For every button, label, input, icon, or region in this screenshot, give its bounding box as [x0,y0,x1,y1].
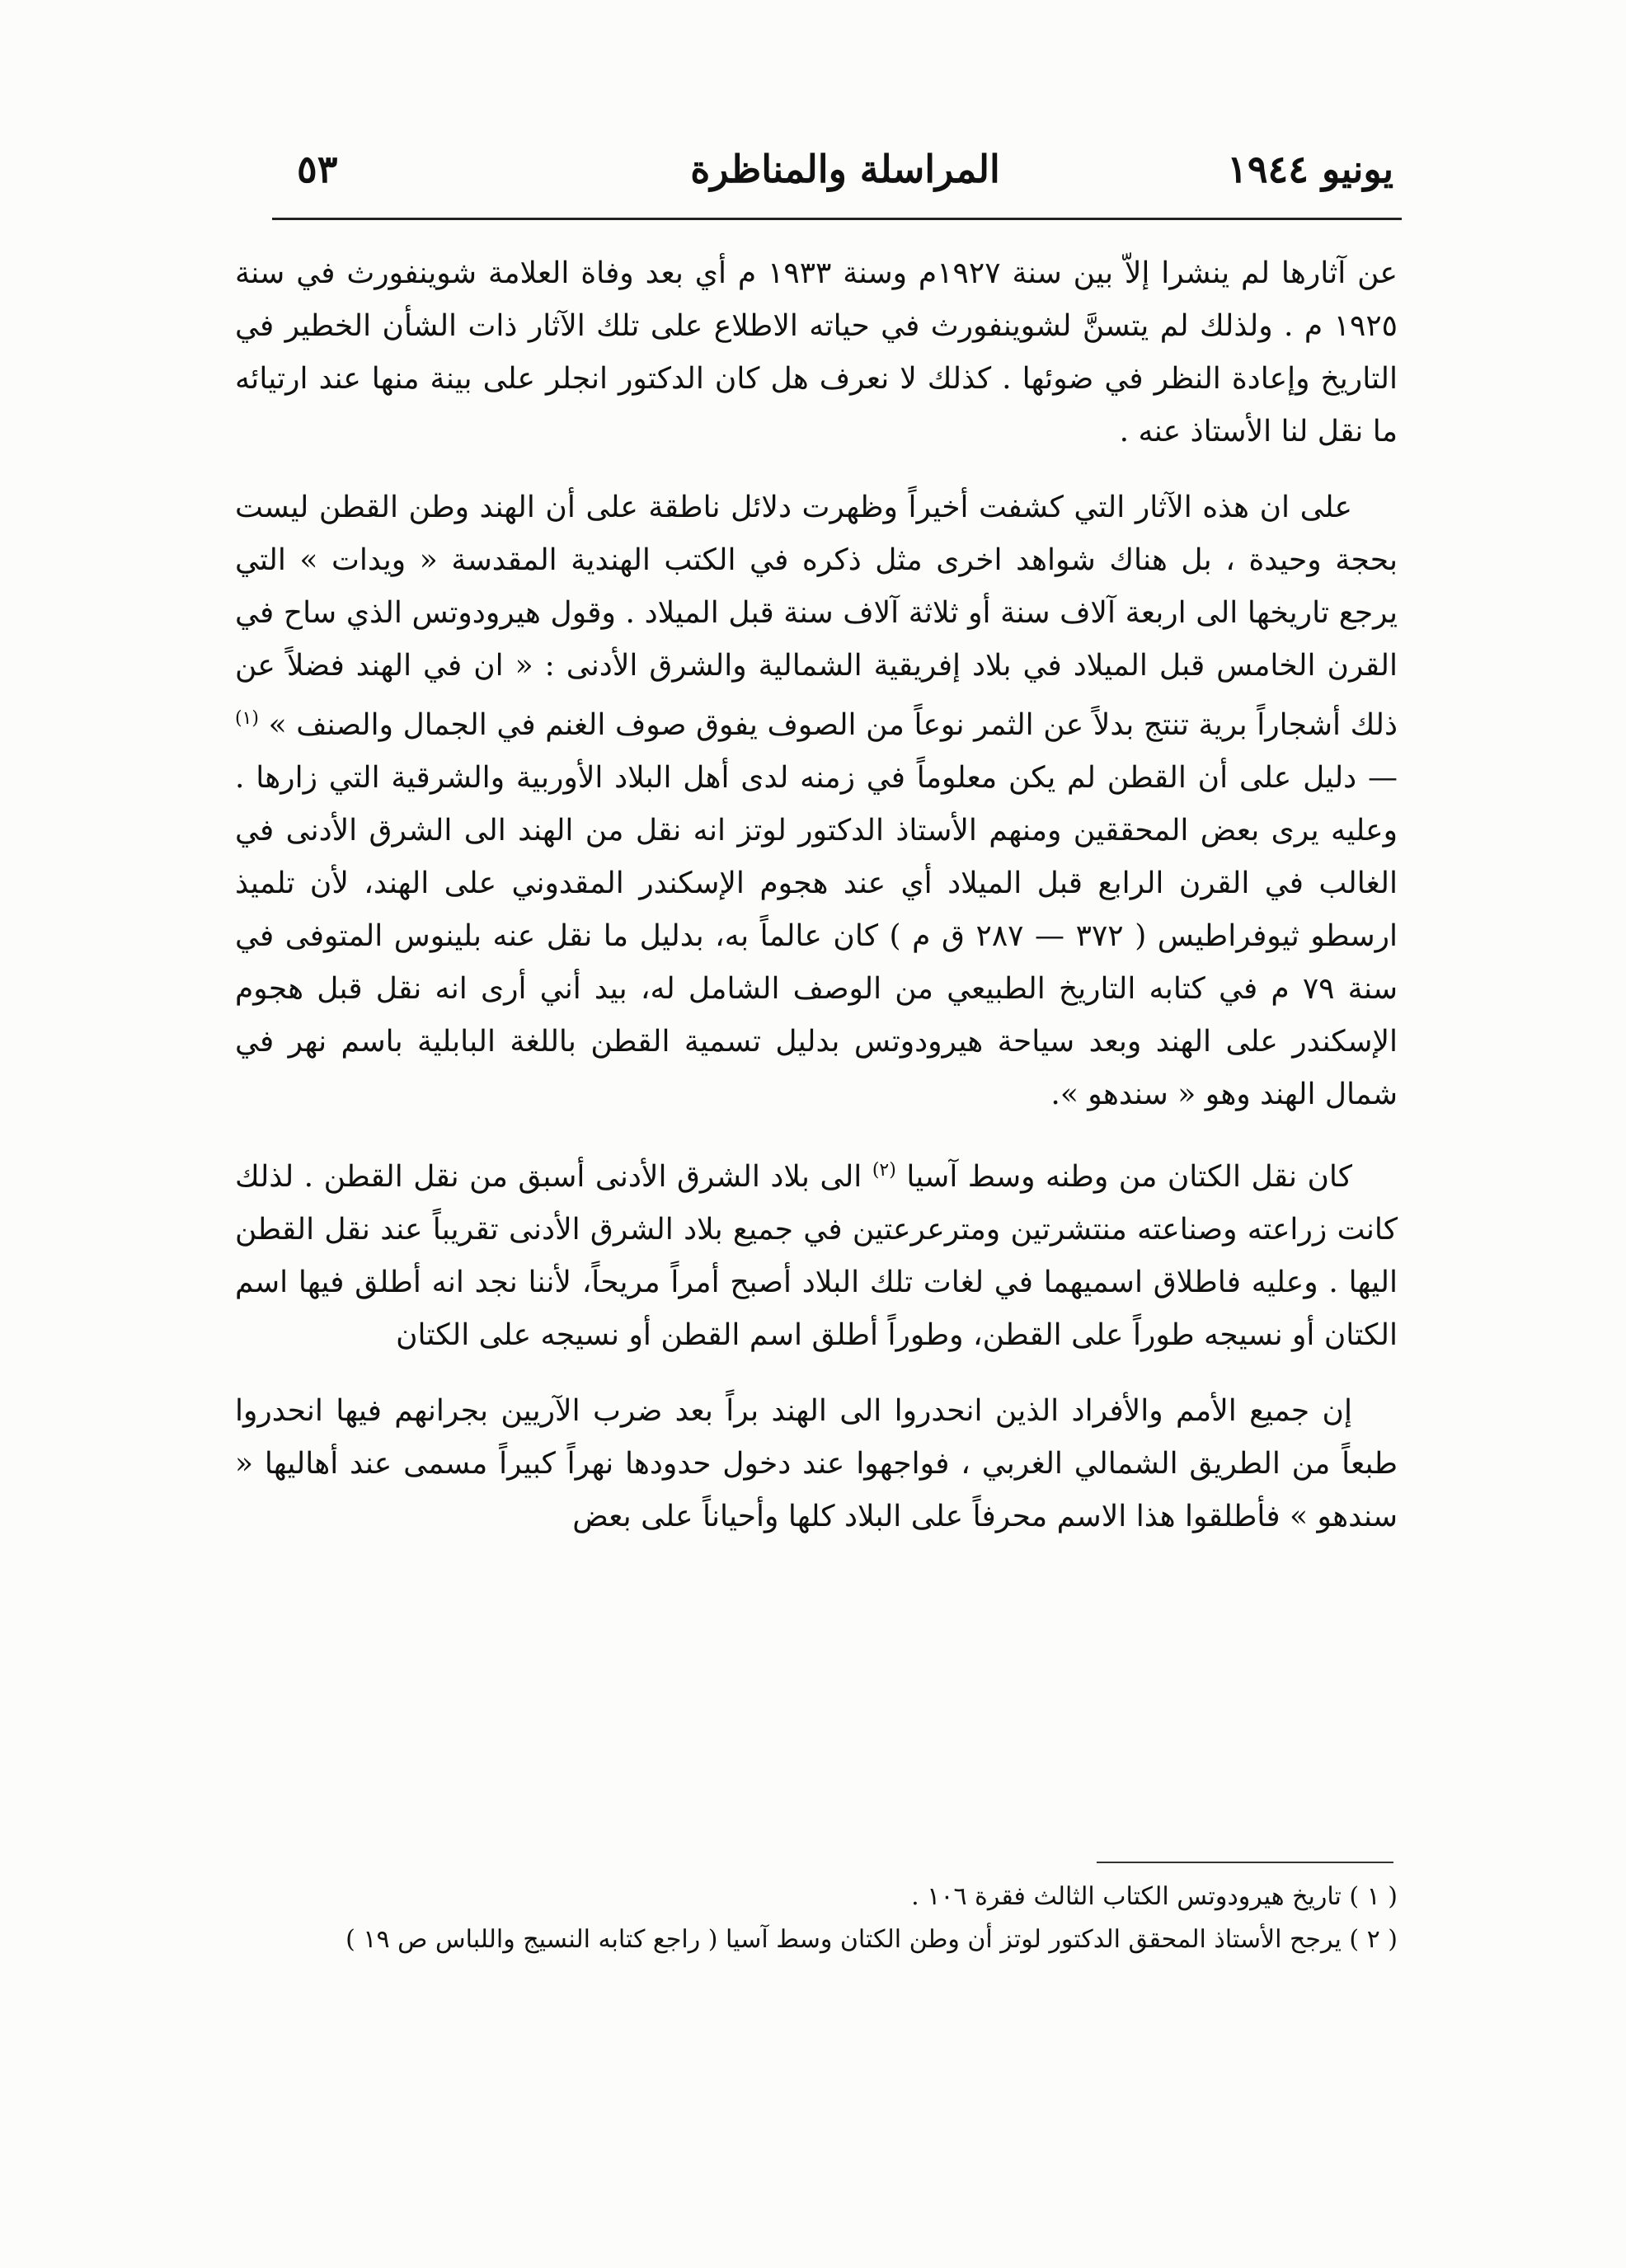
page-number: ٥٣ [297,147,338,191]
header-date: يونيو ١٩٤٤ [1227,147,1393,191]
footnotes [235,1876,1398,1961]
footnote-1: ( ١ ) تاريخ هيرودوتس الكتاب الثالث فقرة ١٠٦ . [911,1882,1398,1911]
paragraph-3 [235,1144,1398,1362]
paragraph-2-part-1: على ان هذه الآثار التي كشفت أخيراً وظهرت دلائل ناطقة على أن الهند وطن القطن ليست بحجة وحيدة ، بل هناك شواهد اخرى مثل ذكره في الكتب الهندية المقدسة « ويدات » التي يرجع تاريخها الى اربعة آلاف سنة أو ثلاثة آلاف سنة قبل الميلاد . وقول هيرودوتس الذي ساح في القرن الخامس قبل الميلاد في بلاد إفريقية الشمالية والشرق الأدنى : « ان في الهند فضلاً عن ذلك أشجاراً برية تنتج بدلاً عن الثمر نوعاً من الصوف يفوق صوف الغنم في الجمال والصنف » [235,491,1398,742]
paragraph-2-part-2: — دليل على أن القطن لم يكن معلوماً في زمنه لدى أهل البلاد الأوربية والشرقية التي زارها . وعليه يرى بعض المحققين ومنهم الأستاذ الدكتور لوتز انه نقل من الهند الى الشرق الأدنى في الغالب في القرن الرابع قبل الميلاد أي عند هجوم الإسكندر المقدوني على الهند، لأن تلميذ ارسطو ثيوفراطيس ( ٣٧٢ — ٢٨٧ ق م ) كان عالماً به، بدليل ما نقل عنه بلينوس المتوفى في سنة ٧٩ م في كتابه التاريخ الطبيعي من الوصف الشامل له، بيد أني أرى انه نقل قبل هجوم الإسكندر على الهند وبعد سياحة هيرودوتس بدليل تسمية القطن باللغة البابلية باسم نهر في شمال الهند وهو « سندهو ». [235,761,1398,1111]
body-text [235,247,1398,1566]
footnote-ref-2: (٢) [872,1160,896,1181]
running-header [297,136,1393,202]
footnote-2: ( ٢ ) يرجح الأستاذ المحقق الدكتور لوتز أن وطن الكتان وسط آسيا ( راجع كتابه النسيج واللباس ص ١٩ ) [345,1925,1398,1954]
paragraph-3-part-1: كان نقل الكتان من وطنه وسط آسيا [906,1160,1353,1194]
paragraph-2 [235,481,1398,1121]
paragraph-3-part-2: الى بلاد الشرق الأدنى أسبق من نقل القطن . لذلك كانت زراعته وصناعته منتشرتين ومترعرعتين في جميع بلاد الشرق الأدنى تقريباً عند نقل القطن اليها . وعليه فاطلاق اسميهما في لغات تلك البلاد أصبح أمراً مريحاً، لأننا نجد انه أطلق فيها اسم الكتان أو نسيجه طوراً على القطن، وطوراً أطلق اسم القطن أو نسيجه على الكتان [235,1160,1398,1352]
header-title: المراسلة والمناظرة [690,147,1000,191]
footnote-rule [1097,1862,1393,1863]
paragraph-1: عن آثارها لم ينشرا إلاّ بين سنة ١٩٢٧م وسنة ١٩٣٣ م أي بعد وفاة العلامة شوينفورث في سنة ١٩٢٥ م . ولذلك لم يتسنَّ لشوينفورث في حياته الاطلاع على تلك الآثار ذات الشأن الخطير في التاريخ وإعادة النظر في ضوئها . كذلك لا نعرف هل كان الدكتور انجلر على بينة منها عند ارتيائه ما نقل لنا الأستاذ عنه . [235,256,1398,448]
paragraph-4: إن جميع الأمم والأفراد الذين انحدروا الى الهند براً بعد ضرب الآريين بجرانهم فيها انحدروا طبعاً من الطريق الشمالي الغربي ، فواجهوا عند دخول حدودها نهراً كبيراً مسمى عند أهاليها « سندهو » فأطلقوا هذا الاسم محرفاً على البلاد كلها وأحياناً على بعض [235,1394,1398,1533]
footnote-ref-1: (١) [235,708,260,729]
header-rule [272,218,1402,220]
